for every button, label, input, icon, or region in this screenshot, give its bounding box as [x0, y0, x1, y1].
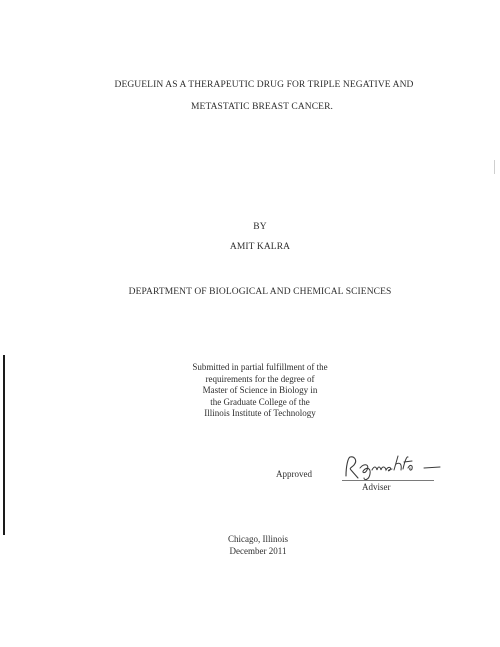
submission-statement [160, 362, 360, 420]
approved-label: Approved [276, 469, 312, 479]
location: Chicago, Illinois [228, 534, 288, 544]
submission-date: December 2011 [229, 546, 287, 556]
adviser-signature [340, 448, 450, 488]
submission-line: Master of Science in Biology in [202, 385, 318, 395]
author-name: AMIT KALRA [229, 242, 291, 252]
thesis-title-line-2: METASTATIC BREAST CANCER. [191, 102, 333, 112]
signature-line [342, 480, 434, 481]
department-name: DEPARTMENT OF BIOLOGICAL AND CHEMICAL SCIENCES [128, 287, 392, 297]
scan-edge-mark [3, 355, 5, 535]
submission-line: requirements for the degree of [205, 373, 315, 384]
scan-speck [494, 160, 495, 174]
by-label: BY [253, 222, 267, 232]
thesis-title-line-1: DEGUELIN AS A THERAPEUTIC DRUG FOR TRIPLE NEGATIVE AND [114, 80, 414, 90]
submission-line: Illinois Institute of Technology [204, 408, 316, 418]
submission-line: the Graduate College of the [210, 396, 310, 407]
submission-line: Submitted in partial fulfillment of the [192, 362, 328, 372]
adviser-label: Adviser [362, 482, 391, 492]
